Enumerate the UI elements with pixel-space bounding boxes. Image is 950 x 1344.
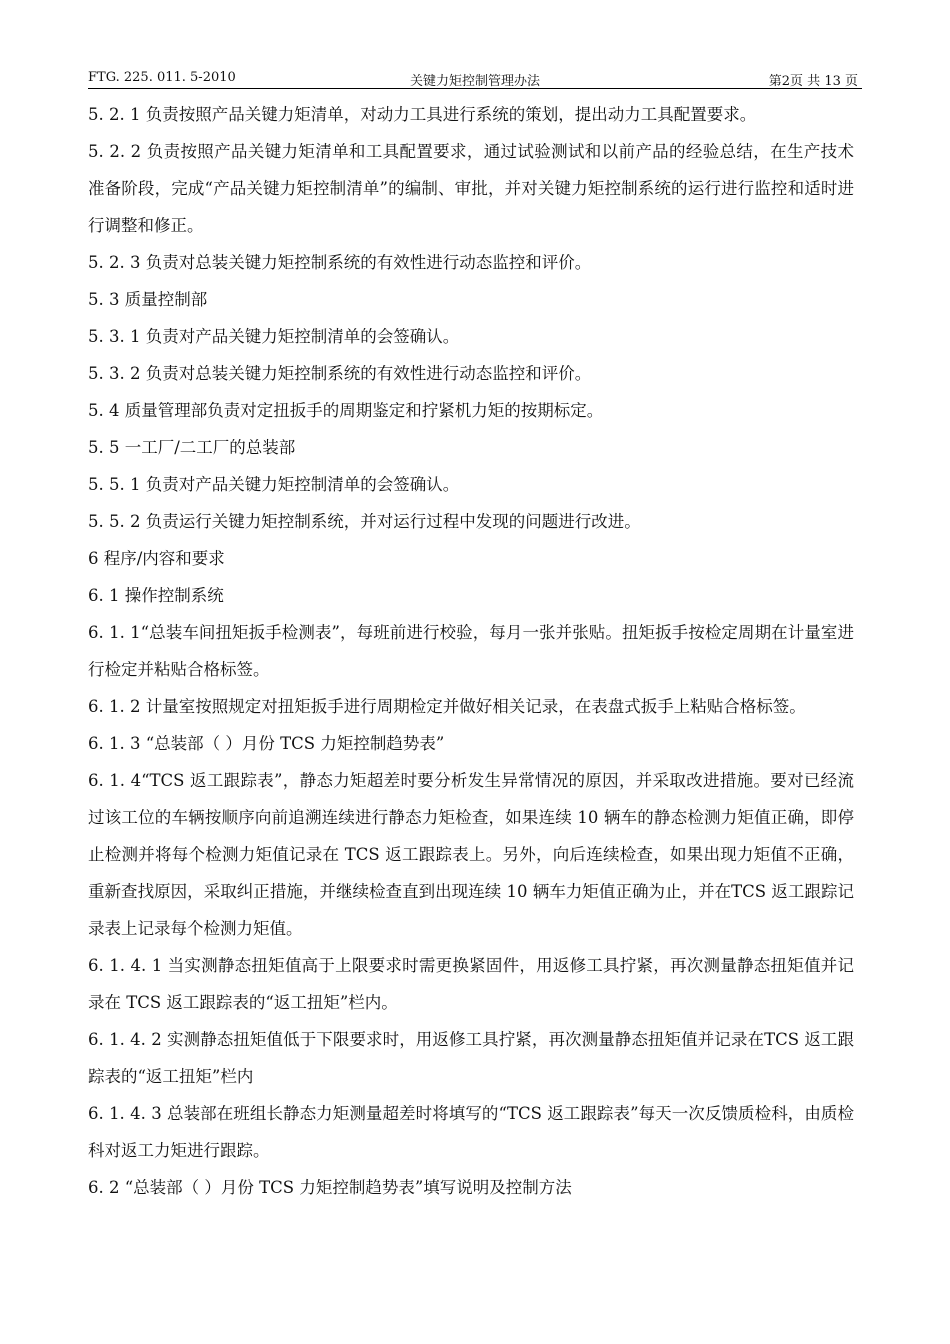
section-heading-5-3: 5. 3 质量控制部 [88,290,208,309]
paragraph-5-2-3: 5. 2. 3 负责对总装关键力矩控制系统的有效性进行动态监控和评价。 [88,253,592,272]
paragraph-6-1-4: 6. 1. 4“TCS 返工跟踪表”，静态力矩超差时要分析发生异常情况的原因，并采取改进措施。要对已经流过该工位的车辆按顺序向前追溯连续进行静态力矩检查，如果连续 10 辆车的静态检测力矩值正确，即停止检测并将每个检测力矩值记录在 TCS 返工跟踪表上。另外，向后连续检查，如果出现力矩值不正确，重新查找原因，采取纠正措施，并继续检查直到出现连续 10 辆车力矩值正确为止，并在TCS 返工跟踪记录表上记录每个检测力矩值。 [88,771,854,938]
paragraph-6-1-2: 6. 1. 2 计量室按照规定对扭矩扳手进行周期检定并做好相关记录，在表盘式扳手上粘贴合格标签。 [88,697,806,716]
paragraph-5-5-2: 5. 5. 2 负责运行关键力矩控制系统，并对运行过程中发现的问题进行改进。 [88,512,641,531]
paragraph-5-2-1: 5. 2. 1 负责按照产品关键力矩清单，对动力工具进行系统的策划，提出动力工具配置要求。 [88,105,757,124]
paragraph-5-4: 5. 4 质量管理部负责对定扭扳手的周期鉴定和拧紧机力矩的按期标定。 [88,401,604,420]
section-heading-5-5: 5. 5 一工厂/二工厂的总装部 [88,438,296,457]
paragraph-6-1-4-3: 6. 1. 4. 3 总装部在班组长静态力矩测量超差时将填写的“TCS 返工跟踪表”每天一次反馈质检科，由质检科对返工力矩进行跟踪。 [88,1104,854,1160]
section-heading-6-1: 6. 1 操作控制系统 [88,586,224,605]
page-header [88,66,862,88]
paragraph-5-5-1: 5. 5. 1 负责对产品关键力矩控制清单的会签确认。 [88,475,460,494]
page-number: 第2页 共 13 页 [768,74,858,89]
paragraph-5-3-1: 5. 3. 1 负责对产品关键力矩控制清单的会签确认。 [88,327,460,346]
section-heading-6-2: 6. 2 “总装部（ ）月份 TCS 力矩控制趋势表”填写说明及控制方法 [88,1178,572,1197]
document-title: 关键力矩控制管理办法 [409,74,540,89]
section-heading-6: 6 程序/内容和要求 [88,549,225,568]
header-divider [88,88,862,89]
document-code: FTG. 225. 011. 5-2010 [88,70,236,85]
paragraph-6-1-1: 6. 1. 1“总装车间扭矩扳手检测表”，每班前进行校验，每月一张并张贴。扭矩扳手按检定周期在计量室进行检定并粘贴合格标签。 [88,623,854,679]
paragraph-6-1-4-1: 6. 1. 4. 1 当实测静态扭矩值高于上限要求时需更换紧固件，用返修工具拧紧，再次测量静态扭矩值并记录在 TCS 返工跟踪表的“返工扭矩”栏内。 [88,956,854,1012]
paragraph-5-2-2: 5. 2. 2 负责按照产品关键力矩清单和工具配置要求，通过试验测试和以前产品的经验总结，在生产技术准备阶段，完成“产品关键力矩控制清单”的编制、审批，并对关键力矩控制系统的运行进行监控和适时进行调整和修正。 [88,142,854,235]
paragraph-6-1-4-2: 6. 1. 4. 2 实测静态扭矩值低于下限要求时，用返修工具拧紧，再次测量静态扭矩值并记录在TCS 返工跟踪表的“返工扭矩”栏内 [88,1030,854,1086]
document-body [88,96,854,1206]
paragraph-5-3-2: 5. 3. 2 负责对总装关键力矩控制系统的有效性进行动态监控和评价。 [88,364,592,383]
paragraph-6-1-3: 6. 1. 3 “总装部（ ）月份 TCS 力矩控制趋势表” [88,734,445,753]
